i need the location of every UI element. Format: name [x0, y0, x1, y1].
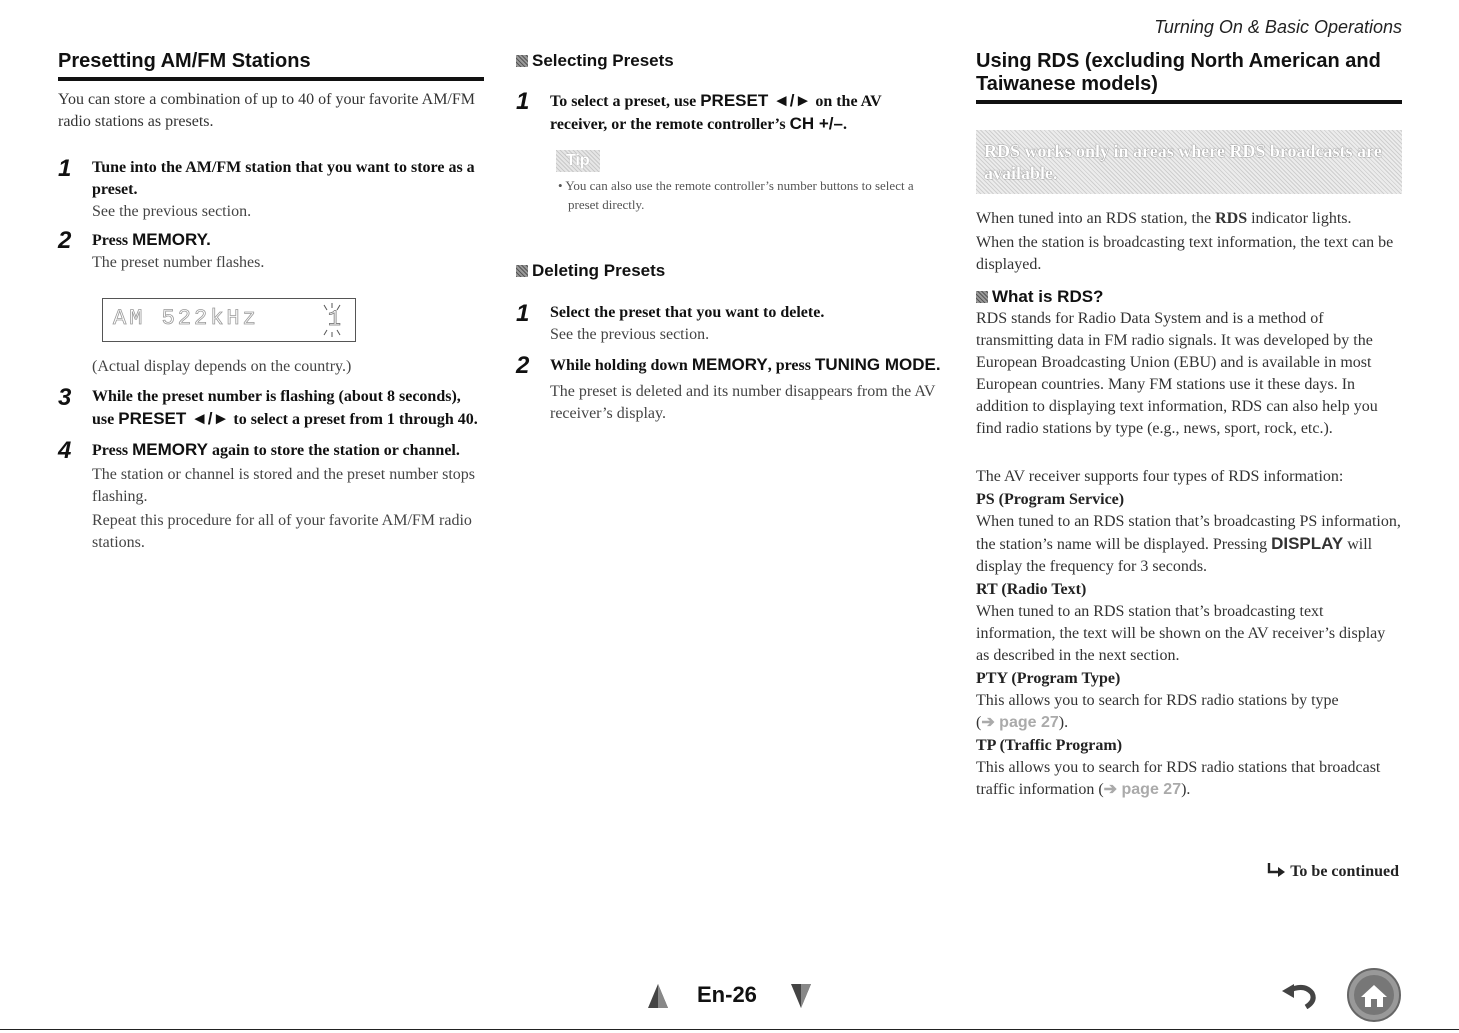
- memory-key: MEMORY: [132, 440, 209, 459]
- heading-text: Deleting Presets: [532, 261, 666, 280]
- display-key: DISPLAY: [1271, 534, 1344, 553]
- step-title: [92, 229, 484, 252]
- step-title-text: Press: [92, 232, 133, 249]
- next-page-icon[interactable]: [790, 983, 812, 1009]
- step-desc: See the previous section.: [92, 203, 252, 220]
- what-is-rds-text: RDS stands for Radio Data System and is a method of transmitting data in FM radio signals. It was developed by the European Broadcasting Union (EBU) and is available in most European countries. Many FM stations use it these days. In addition to displaying text information, RDS can also help you find radio stations by type (e.g., news, sport, rock, etc.).: [976, 310, 1378, 437]
- step-2: [58, 229, 484, 274]
- heading-what-is-rds: [976, 286, 1402, 308]
- display-caption: (Actual display depends on the country.): [92, 358, 352, 375]
- ps-text: [976, 511, 1402, 578]
- step-title-text: .: [842, 116, 847, 133]
- previous-page-icon[interactable]: [647, 983, 669, 1009]
- tuning-mode-key: TUNING MODE.: [814, 355, 941, 374]
- intro-text: You can store a combination of up to 40 of your favorite AM/FM radio stations as presets.: [58, 91, 475, 130]
- ch-key: CH +/–: [789, 114, 843, 133]
- heading-text: Selecting Presets: [532, 51, 674, 70]
- footer: [0, 975, 1459, 1015]
- delete-step-2: [516, 354, 942, 425]
- step-desc: See the previous section.: [550, 326, 710, 343]
- rds-paragraph-1: [976, 208, 1402, 230]
- step-desc: The station or channel is stored and the preset number stops flashing.: [92, 466, 476, 505]
- to-be-continued: [1267, 862, 1400, 881]
- step-title: Select the preset that you want to delete.: [550, 304, 825, 321]
- text: (: [976, 714, 982, 731]
- step-number: 2: [58, 227, 72, 254]
- page-27-link[interactable]: page 27: [1117, 781, 1182, 798]
- text: indicator lights.: [1247, 210, 1352, 227]
- heading-selecting-presets: [516, 50, 942, 72]
- step-title: Tune into the AM/FM station that you want to store as a preset.: [92, 159, 475, 198]
- rds-indicator-label: RDS: [1215, 210, 1248, 227]
- supports-text: The AV receiver supports four types of RDS information:: [976, 468, 1344, 485]
- heading-rds: Using RDS (excluding North American and Taiwanese models): [976, 50, 1402, 104]
- step-desc: The preset number flashes.: [92, 254, 265, 271]
- continue-arrow-icon: [1267, 862, 1287, 878]
- bottom-rule: [0, 1029, 1459, 1030]
- text: This allows you to search for RDS radio stations by type: [976, 692, 1339, 709]
- heading-presetting: Presetting AM/FM Stations: [58, 50, 484, 81]
- text: will display the frequency for 3 seconds.: [976, 536, 1373, 575]
- step-title: [550, 354, 942, 377]
- step-title: [92, 386, 484, 431]
- tip-text: • You can also use the remote controller’s number buttons to select a preset directly.: [558, 178, 914, 212]
- preset-key: PRESET ◄/►: [700, 91, 812, 110]
- heading-deleting-presets: [516, 260, 942, 282]
- step-number: 1: [58, 155, 72, 182]
- step-3: [58, 386, 484, 431]
- delete-step-1: [516, 302, 942, 346]
- memory-key: MEMORY.: [132, 230, 211, 249]
- text: When tuned into an RDS station, the: [976, 210, 1216, 227]
- step-1: [58, 157, 484, 223]
- select-step-1: [516, 90, 942, 214]
- column-rds: [976, 50, 1402, 801]
- term-rt: RT (Radio Text): [976, 581, 1087, 598]
- preset-key: PRESET ◄/►: [118, 409, 230, 428]
- rds-paragraph-2: When the station is broadcasting text information, the text can be displayed.: [976, 234, 1394, 273]
- display-preset-digit: 1: [327, 307, 341, 332]
- term-ps: PS (Program Service): [976, 491, 1125, 508]
- step-desc: The preset is deleted and its number disappears from the AV receiver’s display.: [550, 383, 936, 422]
- step-title-text: again to store the station or channel.: [208, 442, 460, 459]
- home-icon[interactable]: [1345, 967, 1403, 1023]
- column-presetting: [58, 50, 484, 554]
- tip-badge: Tip: [556, 150, 600, 172]
- square-bullet-icon: [516, 265, 528, 277]
- page-link-arrow-icon[interactable]: ➔: [981, 714, 995, 731]
- step-title-text: , press: [767, 357, 815, 374]
- term-pty: PTY (Program Type): [976, 670, 1121, 687]
- step-title-text: to select a preset from 1 through 40.: [229, 411, 478, 428]
- flash-icon: [315, 301, 349, 339]
- tp-text: [976, 757, 1402, 801]
- square-bullet-icon: [976, 291, 988, 303]
- step-number: 1: [516, 88, 530, 115]
- section-header: Turning On & Basic Operations: [1154, 17, 1402, 37]
- step-number: 2: [516, 352, 530, 379]
- page-link-arrow-icon[interactable]: ➔: [1103, 781, 1118, 798]
- step-title-text: on the AV receiver, or the remote controller’s: [550, 93, 882, 133]
- page-number: En-26: [697, 982, 757, 1007]
- text: This allows you to search for RDS radio stations that broadcast traffic information (: [976, 759, 1381, 798]
- step-title-text: While the preset number is flashing (about 8 seconds), use: [92, 388, 461, 428]
- memory-key: MEMORY: [691, 355, 768, 374]
- to-be-continued-text: To be continued: [1290, 863, 1399, 880]
- text: When tuned to an RDS station that’s broadcasting PS information, the station’s name will be displayed. Pressing: [976, 513, 1401, 553]
- step-desc: Repeat this procedure for all of your favorite AM/FM radio stations.: [92, 512, 472, 551]
- rds-note-box: RDS works only in areas where RDS broadcasts are available.: [976, 130, 1402, 194]
- step-title-text: While holding down: [550, 357, 692, 374]
- text: ).: [1058, 714, 1069, 731]
- display-illustration: [102, 298, 356, 342]
- back-arrow-icon[interactable]: [1280, 981, 1322, 1009]
- step-title-text: To select a preset, use: [550, 93, 701, 110]
- page-27-link[interactable]: page 27: [994, 714, 1059, 731]
- step-title: [550, 90, 942, 136]
- step-number: 1: [516, 300, 530, 327]
- rt-text: When tuned to an RDS station that’s broadcasting text information, the text will be shown on the AV receiver’s display as described in the next section.: [976, 603, 1386, 664]
- step-number: 4: [58, 437, 72, 464]
- step-title-text: Press: [92, 442, 133, 459]
- step-number: 3: [58, 384, 72, 411]
- square-bullet-icon: [516, 55, 528, 67]
- text: ).: [1181, 781, 1191, 798]
- term-tp: TP (Traffic Program): [976, 737, 1123, 754]
- column-presets: [516, 50, 942, 425]
- display-frequency: AM 522kHz: [113, 306, 259, 331]
- heading-text: What is RDS?: [992, 287, 1104, 306]
- step-title: [92, 439, 484, 462]
- step-4: [58, 439, 484, 554]
- pty-text: [976, 690, 1402, 734]
